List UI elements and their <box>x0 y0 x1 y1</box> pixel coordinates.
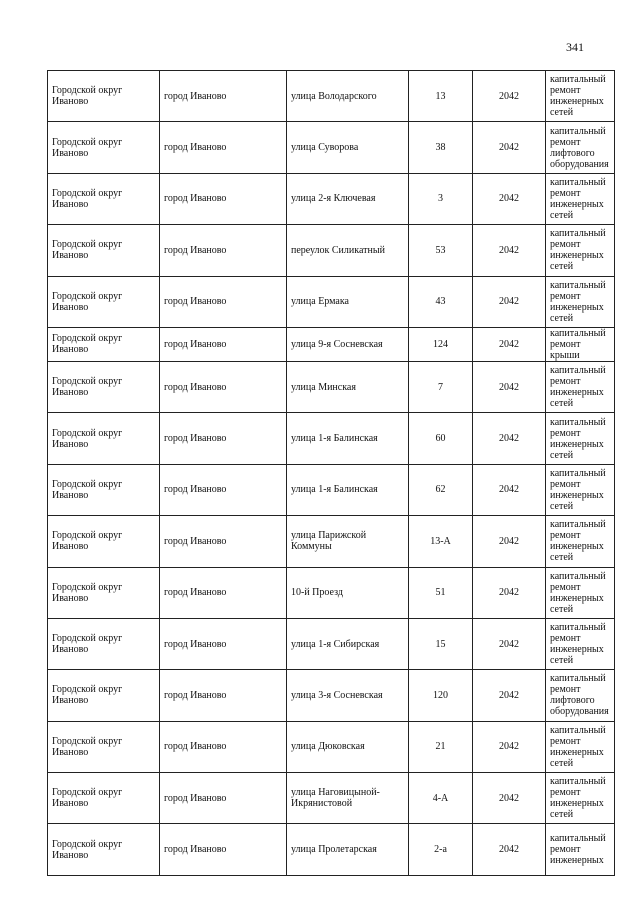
cell-okrug: Городской округ Иваново <box>48 464 160 515</box>
cell-city: город Иваново <box>160 670 287 721</box>
cell-year: 2042 <box>473 173 546 224</box>
cell-okrug: Городской округ Иваново <box>48 670 160 721</box>
cell-year: 2042 <box>473 122 546 173</box>
cell-street: 10-й Проезд <box>287 567 409 618</box>
cell-okrug: Городской округ Иваново <box>48 276 160 327</box>
cell-year: 2042 <box>473 721 546 772</box>
table-row <box>48 567 615 618</box>
table-row <box>48 361 615 412</box>
cell-street: улица Наговицыной-Икрянистовой <box>287 773 409 824</box>
cell-house: 38 <box>409 122 473 173</box>
cell-street: улица Пролетарская <box>287 824 409 875</box>
cell-work-type: капитальный ремонт инженерных сетей <box>546 71 615 122</box>
cell-house: 53 <box>409 225 473 276</box>
table-row <box>48 618 615 669</box>
cell-year: 2042 <box>473 225 546 276</box>
cell-work-type: капитальный ремонт инженерных сетей <box>546 464 615 515</box>
cell-street: улица Минская <box>287 361 409 412</box>
cell-year: 2042 <box>473 361 546 412</box>
page-number: 341 <box>566 40 584 54</box>
cell-city: город Иваново <box>160 773 287 824</box>
cell-street: улица Ермака <box>287 276 409 327</box>
repair-schedule-table <box>47 70 615 876</box>
cell-work-type: капитальный ремонт инженерных сетей <box>546 721 615 772</box>
cell-city: город Иваново <box>160 225 287 276</box>
cell-house: 62 <box>409 464 473 515</box>
cell-house: 2-а <box>409 824 473 875</box>
cell-city: город Иваново <box>160 413 287 464</box>
cell-work-type: капитальный ремонт инженерных сетей <box>546 361 615 412</box>
cell-city: город Иваново <box>160 327 287 361</box>
cell-work-type: капитальный ремонт инженерных сетей <box>546 413 615 464</box>
cell-year: 2042 <box>473 824 546 875</box>
cell-year: 2042 <box>473 71 546 122</box>
cell-city: город Иваново <box>160 824 287 875</box>
table-row <box>48 71 615 122</box>
cell-work-type: капитальный ремонт крыши <box>546 327 615 361</box>
cell-street: улица Суворова <box>287 122 409 173</box>
cell-okrug: Городской округ Иваново <box>48 567 160 618</box>
table-row <box>48 225 615 276</box>
cell-year: 2042 <box>473 327 546 361</box>
cell-year: 2042 <box>473 516 546 567</box>
cell-year: 2042 <box>473 464 546 515</box>
cell-year: 2042 <box>473 567 546 618</box>
cell-okrug: Городской округ Иваново <box>48 516 160 567</box>
cell-work-type: капитальный ремонт инженерных <box>546 824 615 875</box>
cell-house: 120 <box>409 670 473 721</box>
cell-work-type: капитальный ремонт инженерных сетей <box>546 618 615 669</box>
cell-okrug: Городской округ Иваново <box>48 618 160 669</box>
table-row <box>48 773 615 824</box>
cell-okrug: Городской округ Иваново <box>48 721 160 772</box>
cell-house: 124 <box>409 327 473 361</box>
cell-house: 43 <box>409 276 473 327</box>
cell-okrug: Городской округ Иваново <box>48 173 160 224</box>
cell-year: 2042 <box>473 670 546 721</box>
cell-year: 2042 <box>473 413 546 464</box>
cell-city: город Иваново <box>160 361 287 412</box>
cell-street: улица Володарского <box>287 71 409 122</box>
cell-okrug: Городской округ Иваново <box>48 361 160 412</box>
table-row <box>48 413 615 464</box>
cell-year: 2042 <box>473 618 546 669</box>
cell-house: 4-А <box>409 773 473 824</box>
table-row <box>48 516 615 567</box>
table-row <box>48 122 615 173</box>
table-row <box>48 670 615 721</box>
cell-city: город Иваново <box>160 464 287 515</box>
cell-year: 2042 <box>473 773 546 824</box>
cell-okrug: Городской округ Иваново <box>48 225 160 276</box>
cell-city: город Иваново <box>160 567 287 618</box>
cell-okrug: Городской округ Иваново <box>48 413 160 464</box>
cell-city: город Иваново <box>160 173 287 224</box>
cell-work-type: капитальный ремонт инженерных сетей <box>546 773 615 824</box>
cell-street: улица Парижской Коммуны <box>287 516 409 567</box>
cell-city: город Иваново <box>160 618 287 669</box>
cell-work-type: капитальный ремонт лифтового оборудования <box>546 122 615 173</box>
cell-work-type: капитальный ремонт инженерных сетей <box>546 276 615 327</box>
cell-city: город Иваново <box>160 516 287 567</box>
cell-city: город Иваново <box>160 71 287 122</box>
cell-house: 7 <box>409 361 473 412</box>
cell-okrug: Городской округ Иваново <box>48 327 160 361</box>
table-row <box>48 327 615 361</box>
table-row <box>48 173 615 224</box>
cell-city: город Иваново <box>160 122 287 173</box>
table-row <box>48 276 615 327</box>
cell-okrug: Городской округ Иваново <box>48 71 160 122</box>
cell-okrug: Городской округ Иваново <box>48 824 160 875</box>
cell-work-type: капитальный ремонт лифтового оборудования <box>546 670 615 721</box>
cell-house: 21 <box>409 721 473 772</box>
cell-street: переулок Силикатный <box>287 225 409 276</box>
cell-street: улица 9-я Сосневская <box>287 327 409 361</box>
cell-work-type: капитальный ремонт инженерных сетей <box>546 516 615 567</box>
cell-house: 60 <box>409 413 473 464</box>
cell-house: 13 <box>409 71 473 122</box>
table-row <box>48 721 615 772</box>
table-row <box>48 464 615 515</box>
cell-city: город Иваново <box>160 721 287 772</box>
cell-work-type: капитальный ремонт инженерных сетей <box>546 173 615 224</box>
cell-city: город Иваново <box>160 276 287 327</box>
cell-street: улица 3-я Сосневская <box>287 670 409 721</box>
cell-street: улица 1-я Сибирская <box>287 618 409 669</box>
cell-house: 3 <box>409 173 473 224</box>
cell-house: 13-А <box>409 516 473 567</box>
cell-work-type: капитальный ремонт инженерных сетей <box>546 225 615 276</box>
cell-house: 51 <box>409 567 473 618</box>
cell-okrug: Городской округ Иваново <box>48 122 160 173</box>
cell-street: улица Дюковская <box>287 721 409 772</box>
cell-street: улица 1-я Балинская <box>287 464 409 515</box>
cell-house: 15 <box>409 618 473 669</box>
table-row <box>48 824 615 875</box>
cell-year: 2042 <box>473 276 546 327</box>
cell-work-type: капитальный ремонт инженерных сетей <box>546 567 615 618</box>
cell-okrug: Городской округ Иваново <box>48 773 160 824</box>
cell-street: улица 2-я Ключевая <box>287 173 409 224</box>
cell-street: улица 1-я Балинская <box>287 413 409 464</box>
